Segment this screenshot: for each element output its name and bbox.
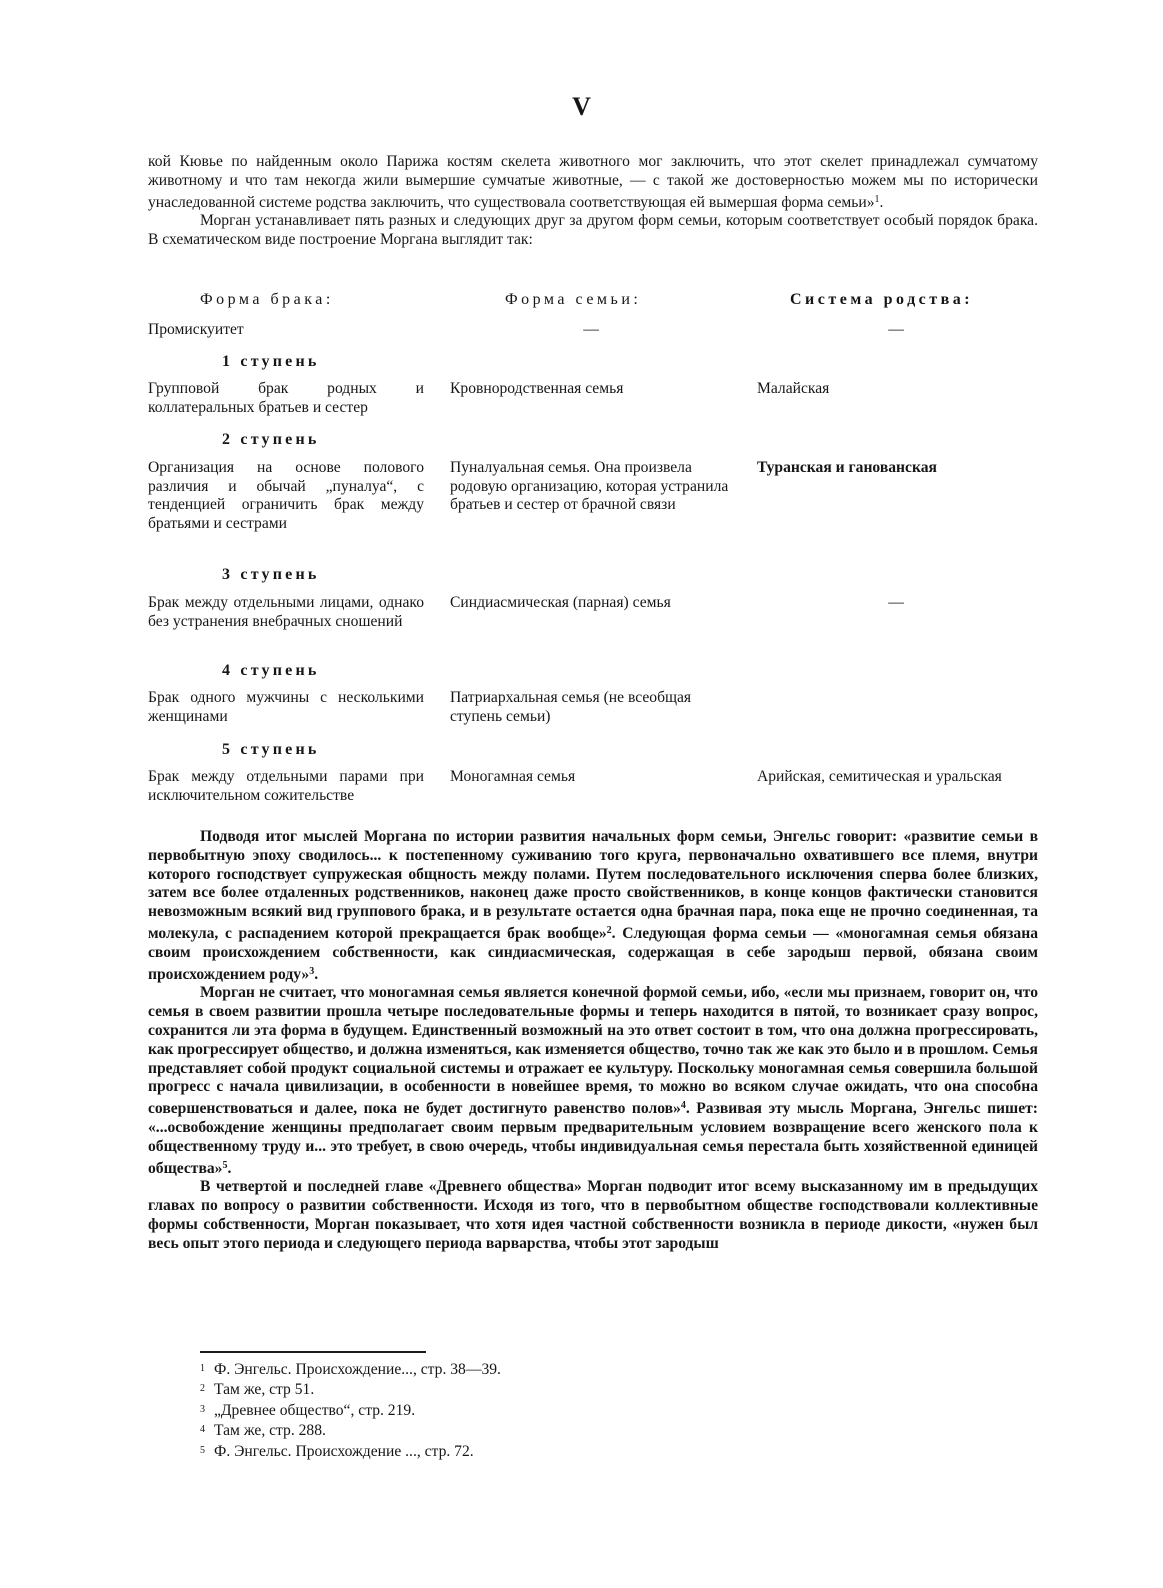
stage-label: 2 ступень — [222, 431, 320, 448]
footnote-text: Ф. Энгельс. Происхождение ..., стр. 72. — [214, 1442, 474, 1460]
footnote-ref: 3 — [309, 965, 315, 977]
family-cell: Моногамная семья — [450, 768, 576, 785]
footnote-text: Там же, стр. 288. — [214, 1422, 326, 1440]
family-cell: Пуналуальная семья. Она произвела родовую организацию, которая устранила братьев и сестер от брачной связи — [450, 459, 729, 513]
footnote-text: „Древнее общество“, стр. 219. — [214, 1401, 416, 1419]
footnote-divider — [200, 1351, 426, 1353]
footnote-text: Там же, стр 51. — [214, 1381, 315, 1399]
body-text-segment: Подводя итог мыслей Моргана по истории развития начальных форм семьи, Энгельс говорит: «развитие семьи в первобытную эпоху сводилось... к постепенному суживанию того круга, первоначально охватившего все племя, внутри которого господствует супружеская общность между полами. Путем последовательного исключения сперва более близких, затем все более отдаленных родственников, наконец даже просто свойственников, в конце концов фактически становится невозможным всякий вид группового брака, и в результате остается одна брачная пара, пока еще не прочно соединенная, та молекула, с распадением которой прекращается брак вообще» — [148, 828, 1038, 942]
stage-label: 4 ступень — [222, 662, 320, 679]
intro-paragraph — [148, 153, 1038, 212]
stage-label: 3 ступень — [222, 566, 320, 583]
footnote-text: Ф. Энгельс. Происхождение..., стр. 38—39. — [214, 1361, 501, 1378]
body-text-segment: . Следующая форма семьи — «моногамная семья обязана своим происхождением собственности, как синдиасмическая, содержащая в себе зародыш первой, обязана своим происхождением роду» — [148, 924, 1039, 983]
intro-paragraph-2: Морган устанавливает пять разных и следующих друг за другом форм семьи, которым соответствует особый порядок брака. В схематическом виде построение Моргана выглядит так: — [148, 212, 1038, 249]
kinship-cell: — — [888, 321, 904, 338]
kinship-cell: Малайская — [757, 380, 830, 397]
page-number: V — [572, 92, 591, 121]
footnotes — [200, 1359, 501, 1461]
header-kinship-system: Система родства: — [790, 291, 974, 308]
family-cell: Патриархальная семья (не всеобщая ступень семьи) — [450, 689, 692, 725]
footnote-ref: 5 — [222, 1159, 228, 1171]
footnote — [200, 1420, 501, 1440]
footnote-ref: 2 — [606, 924, 612, 936]
footnote-number: 5 — [200, 1444, 205, 1456]
marriage-cell: Брак одного мужчины с несколькими женщинами — [148, 689, 424, 725]
footnote — [200, 1359, 501, 1379]
body-paragraph-2 — [148, 984, 1038, 1178]
marriage-cell: Групповой брак родных и коллатеральных братьев и сестер — [148, 380, 424, 416]
footnote-number: 4 — [200, 1424, 205, 1436]
footnote — [200, 1400, 501, 1420]
intro-text — [148, 153, 1038, 250]
kinship-cell: Туранская и ганованская — [757, 459, 937, 476]
footnote — [200, 1379, 501, 1399]
intro-quote: кой Кювье по найденным около Парижа костям скелета животного мог заключить, что этот скелет принадлежал сумчатому животному и что там некогда жили вымершие сумчатые животные, — с такой же достоверностью можем мы по исторически унаследованной системе родства заключить, что существовала соответствующая ей вымершая форма семьи» — [148, 153, 1038, 211]
marriage-cell: Брак между отдельными лицами, однако без устранения внебрачных сношений — [148, 594, 424, 630]
marriage-cell: Организация на основе полового различия и обычай „пуналуа“, с тенденцией ограничить брак между братьями и сестрами — [148, 459, 424, 532]
header-marriage-form: Форма брака: — [200, 291, 334, 308]
body-text-segment: . Развивая эту мысль Моргана, Энгельс пишет: «...освобождение женщины предполагает своим первым предварительным условием возвращение всего женского пола к общественному труду и... это требует, в свою очередь, чтобы индивидуальная семья перестала быть хозяйственной единицей общества» — [148, 1100, 1038, 1177]
kinship-cell: Арийская, семитическая и уральская — [757, 768, 1002, 785]
footnote-ref: 4 — [680, 1100, 686, 1112]
family-cell: Кровнородственная семья — [450, 380, 624, 397]
marriage-cell: Промискуитет — [148, 321, 244, 338]
kinship-cell: — — [888, 594, 904, 611]
footnote-number: 1 — [200, 1363, 205, 1374]
family-cell: — — [583, 321, 599, 338]
family-cell: Синдиасмическая (парная) семья — [450, 594, 671, 611]
header-family-form: Форма семьи: — [505, 291, 642, 308]
intro-end: . — [879, 193, 884, 211]
body-text-segment: Морган не считает, что моногамная семья является конечной формой семьи, ибо, «если мы признаем, говорит он, что семья в своем развитии прошла четыре последовательные формы и теперь находится в пятой, то возникает сразу вопрос, сохранится ли эта форма в будущем. Единственный возможный на это ответ состоит в том, что она должна прогрессировать, как прогрессирует общество, и должна изменяться, как изменяется общество, точно так же как это было и в прошлом. Семья представляет собой продукт социальной системы и отражает ее культуру. Поскольку моногамная семья совершила большой прогресс с начала цивилизации, в особенности в новейшее время, то можно во всяком случае ожидать, что она способна совершенствоваться и далее, пока не будет достигнуто равенство полов» — [148, 984, 1038, 1118]
body-paragraph-3: В четвертой и последней главе «Древнего общества» Морган подводит итог всему высказанному им в предыдущих главах по вопросу о развитии собственности. Исходя из того, что в первобытном обществе господствовали коллективные формы собственности, Морган показывает, что хотя идея частной собственности возникла в периоде дикости, «нужен был весь опыт этого периода и следующего периода варварства, чтобы этот зародыш — [148, 1178, 1038, 1252]
stage-label: 5 ступень — [222, 741, 320, 758]
stage-label: 1 ступень — [222, 353, 320, 370]
body-text — [148, 828, 1038, 1254]
marriage-cell: Брак между отдельными парами при исключительном сожительстве — [148, 768, 424, 804]
footnote-number: 3 — [200, 1403, 205, 1415]
body-text-segment: . — [227, 1159, 232, 1177]
footnote — [200, 1441, 501, 1461]
body-paragraph-1 — [148, 828, 1038, 984]
footnote-ref: 1 — [874, 193, 880, 205]
body-text-segment: . — [314, 965, 319, 983]
footnote-number: 2 — [200, 1383, 205, 1395]
